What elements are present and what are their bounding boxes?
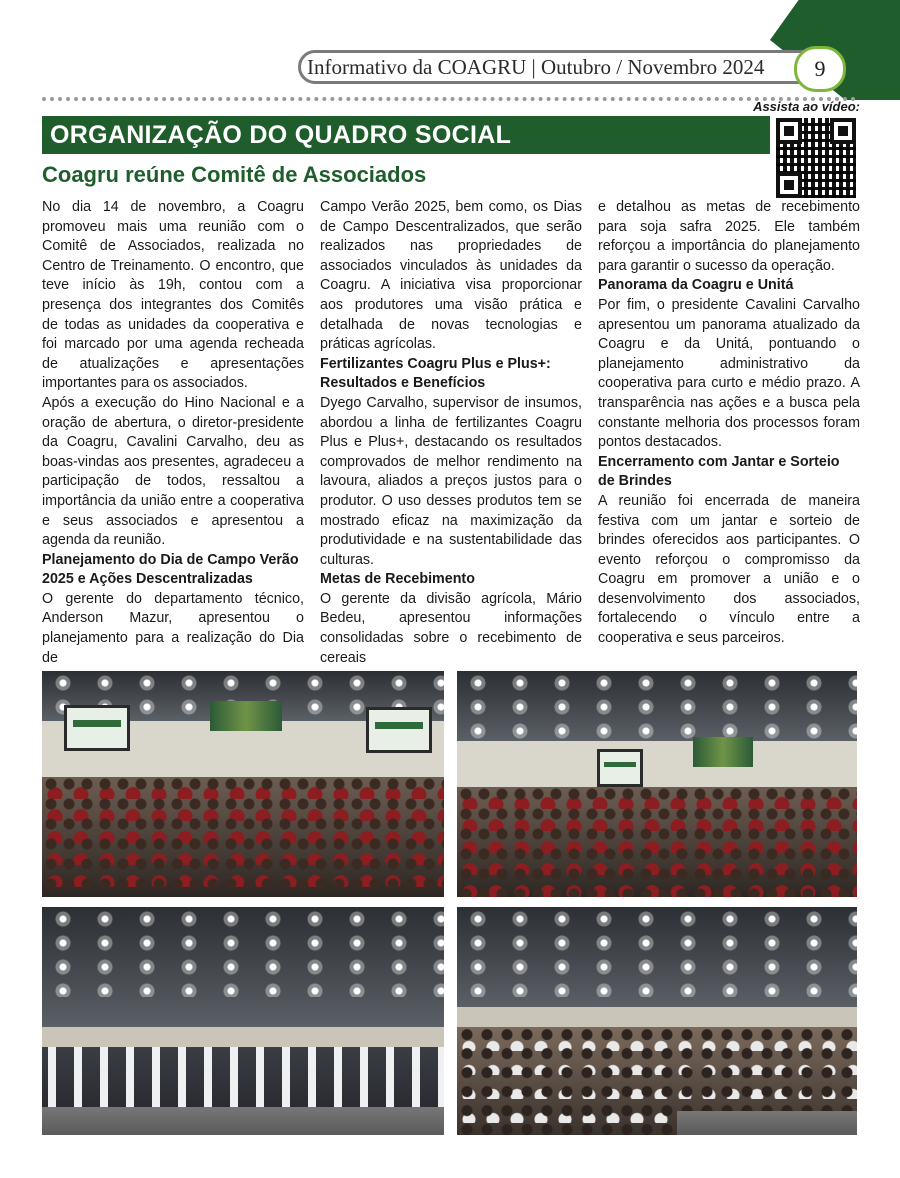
subheading: Metas de Recebimento xyxy=(320,571,475,588)
event-photo-audience-stage xyxy=(42,671,444,897)
paragraph: O gerente do departamento técnico, Anderson Mazur, apresentou o planejamento para a realização do Dia de xyxy=(42,590,304,666)
paragraph: O gerente da divisão agrícola, Mário Bedeu, apresentou informações consolidadas sobre o recebimento de cereais xyxy=(320,590,582,666)
article-column-3 xyxy=(598,198,860,649)
paragraph: Campo Verão 2025, bem como, os Dias de Campo Descentralizados, que serão realizados nas propriedades de associados vinculados às unidades da Coagru. A iniciativa visa proporcionar aos produtores uma visão prática e detalhada de novas tecnologias e práticas agrícolas. xyxy=(320,199,582,353)
subheading: Fertilizantes Coagru Plus e Plus+: Resultados e Benefícios xyxy=(320,355,551,392)
header-divider xyxy=(42,97,856,101)
paragraph: No dia 14 de novembro, a Coagru promoveu mais uma reunião com o Comitê de Associados, realizada no Centro de Treinamento. O encontro, que teve início às 19h, contou com a presença dos integrantes dos Comitês de todas as unidades da cooperativa e foi marcado por uma agenda recheada de atualizações e apresentações importantes para os associados. xyxy=(42,199,304,392)
newsletter-title: Informativo da COAGRU | Outubro / Novembro 2024 xyxy=(298,50,828,84)
qr-label: Assista ao vídeo: xyxy=(753,99,860,114)
page-number: 9 xyxy=(794,46,846,92)
qr-code-icon[interactable] xyxy=(776,118,856,198)
paragraph: Por fim, o presidente Cavalini Carvalho apresentou um panorama atualizado da Coagru e da Unitá, pontuando o planejamento administrativo da cooperativa para curto e médio prazo. A transparência nas ações e a busca pela constante melhoria dos processos foram pontos destacados. xyxy=(598,296,860,451)
section-title: ORGANIZAÇÃO DO QUADRO SOCIAL xyxy=(42,116,770,154)
paragraph: Após a execução do Hino Nacional e a oração de abertura, o diretor-presidente da Coagru, Cavalini Carvalho, deu as boas-vindas aos presentes, agradeceu a participação de todos, ressaltou a importância da união entre a cooperativa e seus associados e apresentou a agenda da reunião. xyxy=(42,394,304,549)
event-photo-audience-side xyxy=(457,671,857,897)
event-photo-standing-attendees xyxy=(42,907,444,1135)
paragraph: e detalhou as metas de recebimento para soja safra 2025. Ele também reforçou a importância do planejamento para garantir o sucesso da operação. xyxy=(598,199,860,274)
article-headline: Coagru reúne Comitê de Associados xyxy=(42,162,427,187)
subheading: Planejamento do Dia de Campo Verão 2025 e Ações Descentralizadas xyxy=(42,551,299,588)
subheading: Encerramento com Jantar e Sorteio de Brindes xyxy=(598,453,840,490)
paragraph: A reunião foi encerrada de maneira festiva com um jantar e sorteio de brindes oferecidos aos participantes. O evento reforçou o compromisso da Coagru em promover a união e o desenvolvimento dos associados, fortalecendo o vínculo entre a cooperativa e seus parceiros. xyxy=(598,492,860,647)
article-column-2 xyxy=(320,198,582,668)
subheading: Panorama da Coagru e Unitá xyxy=(598,277,794,294)
article-column-1 xyxy=(42,198,304,668)
event-photo-wide-hall xyxy=(457,907,857,1135)
paragraph: Dyego Carvalho, supervisor de insumos, abordou a linha de fertilizantes Coagru Plus e Plus+, destacando os resultados comprovados de melhor rendimento na lavoura, aliados a preços justos para o produtor. O uso desses produtos tem se mostrado eficaz na maximização da produtividade e na sustentabilidade das culturas. xyxy=(320,394,582,568)
